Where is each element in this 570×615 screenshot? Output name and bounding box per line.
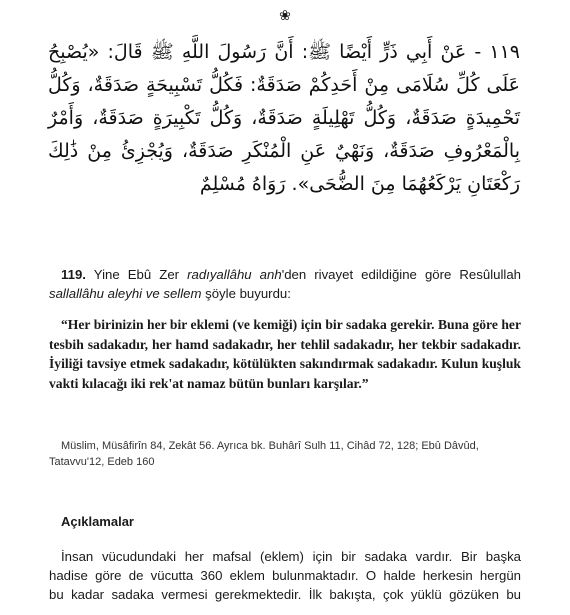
arabic-hadith-text: ١١٩ - عَنْ أَبِي ذَرٍّ أَيْضًا ﷺ: أَنَّ رَسُولَ اللَّهِ ﷺ قَالَ: «يُصْبِحُ عَلَى كُلِّ سُلَامَى مِنْ أَحَدِكُمْ صَدَقَةٌ: فَكُلُّ تَسْبِيحَةٍ صَدَقَةٌ، وَكُلُّ تَحْمِيدَةٍ صَدَقَةٌ، وَكُلُّ تَهْلِيلَةٍ صَدَقَةٌ، وَكُلُّ تَكْبِيرَةٍ صَدَقَةٌ، وَأَمْرٌ بِالْمَعْرُوفِ صَدَقَةٌ، وَنَهْيٌ عَنِ الْمُنْكَرِ صَدَقَةٌ، وَيُجْزِئُ مِنْ ذَٰلِكَ رَكْعَتَانِ يَرْكَعُهُمَا مِنَ الضُّحَى». رَوَاهُ مُسْلِمٌ — [48, 41, 520, 195]
hadith-number: 119. — [61, 267, 86, 282]
hadith-translation-quote: “Her birinizin her bir eklemi (ve kemiği) için bir sadaka gerekir. Buna göre her tesbih sadakadır, her hamd sadakadır, her tehlil sadakadır, her tekbir sadakadır. İyiliği tavsiye etmek sadakadır, kötülükten sakındırmak sadakadır. Kulun kuşluk vakti kılacağı iki rek'at namaz bütün bunları karşılar.” — [49, 317, 521, 391]
salla-formula: sallallâhu aleyhi ve sellem — [49, 286, 202, 301]
intro-text-3: şöyle buyurdu: — [201, 286, 291, 301]
commentary-paragraph — [49, 547, 521, 604]
radi-formula: radıyallâhu anh — [187, 267, 282, 282]
commentary-line: hadise göre de vücutta 360 eklem bulunmaktadır. O halde herkesin hergün — [49, 568, 521, 583]
intro-text-2: 'den rivayet edildiğine göre Resûlullah — [281, 267, 521, 282]
intro-text-1: Yine Ebû Zer — [85, 267, 188, 282]
hadith-source-reference: Müslim, Müsâfirîn 84, Zekât 56. Ayrıca bk. Buhârî Sulh 11, Cihâd 72, 128; Ebû Dâvûd, Tatavvu'12, Edeb 160 — [49, 440, 479, 468]
commentary-line: bu kadar sadaka vermesi gerekmektedir. İlk bakışta, çok yüklü gözüken bu — [49, 587, 521, 602]
flower-ornament-icon: ❀ — [279, 8, 291, 24]
commentary-line: İnsan vücudundaki her mafsal (eklem) için bir sadaka vardır. Bir başka — [61, 549, 521, 564]
section-heading: Açıklamalar — [61, 514, 134, 529]
hadith-introduction — [49, 265, 521, 303]
